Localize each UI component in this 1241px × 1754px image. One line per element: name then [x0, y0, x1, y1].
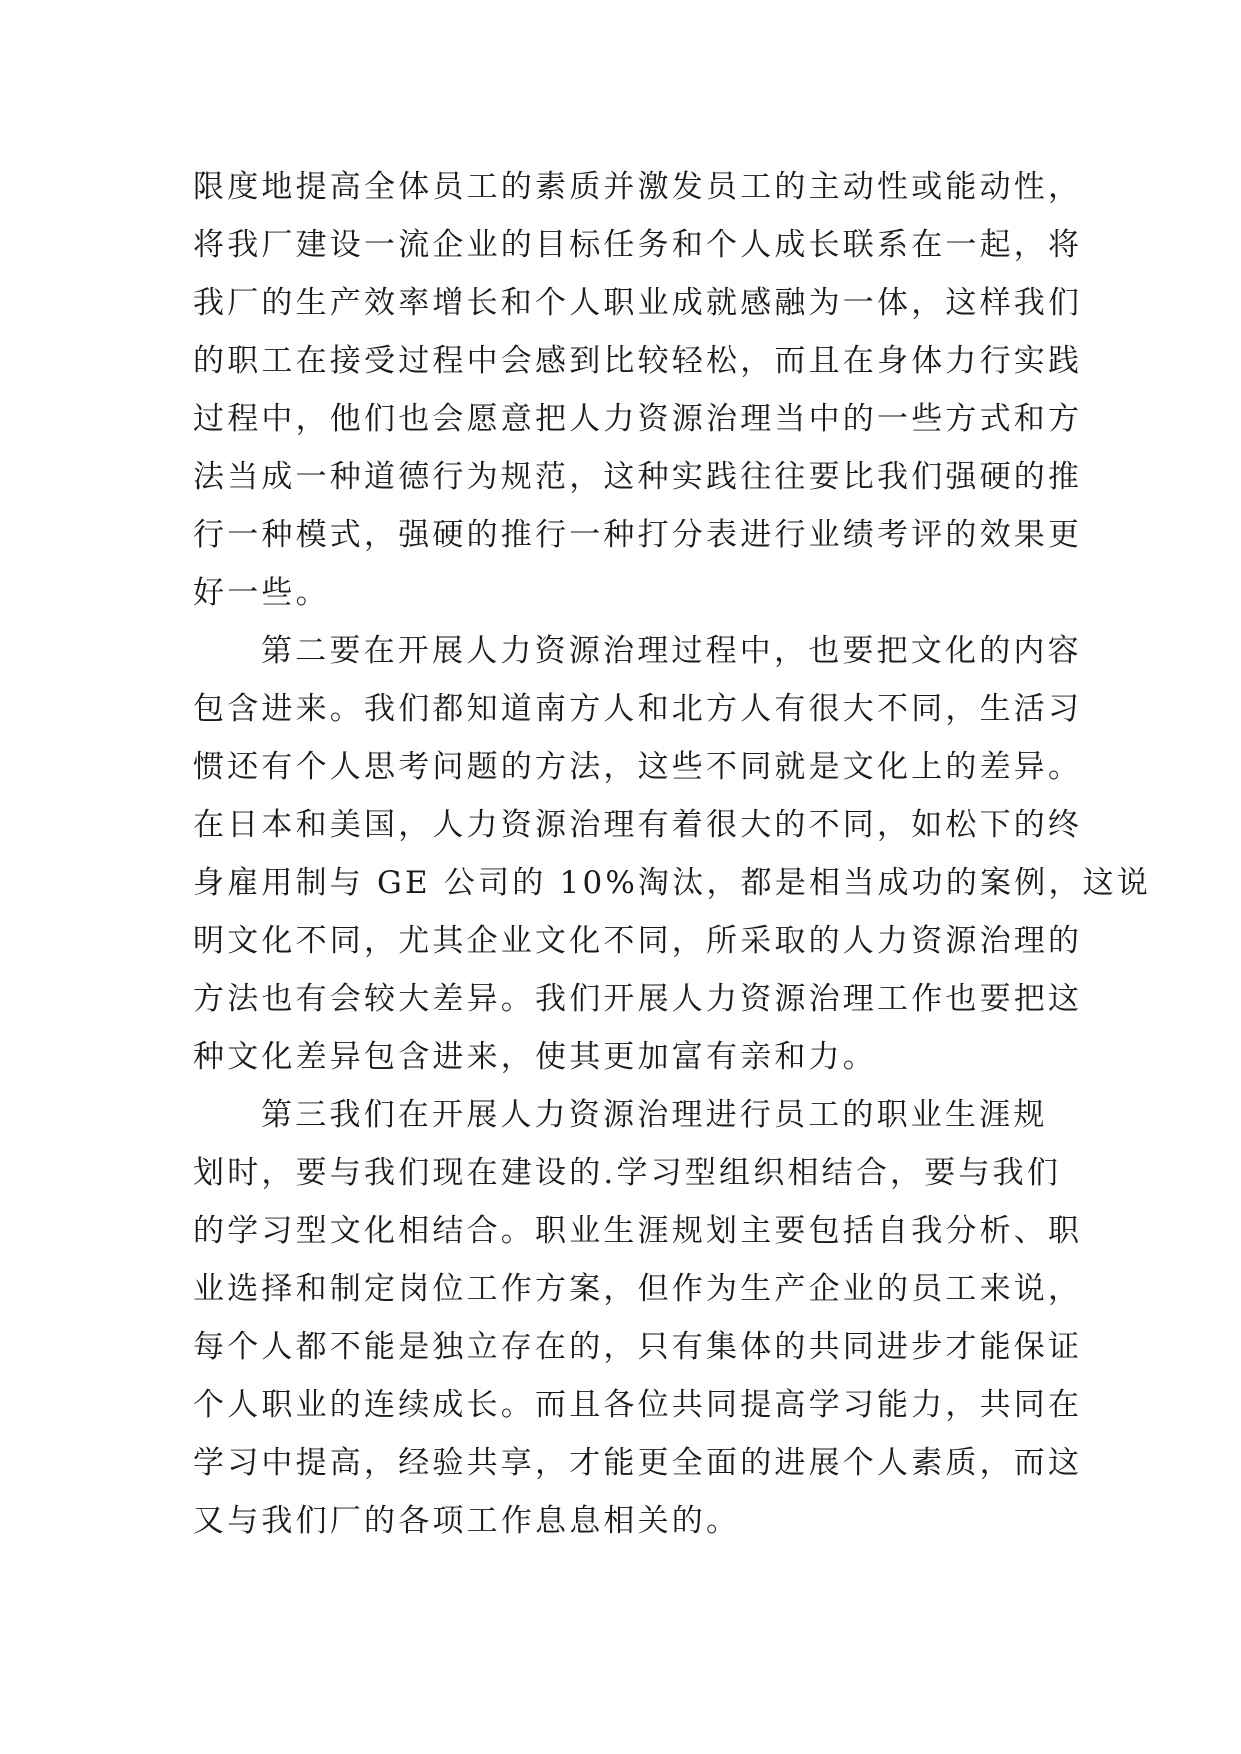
text-line: 将我厂建设一流企业的目标任务和个人成长联系在一起，将 [193, 227, 1083, 263]
text-line: 学习中提高，经验共享，才能更全面的进展个人素质，而这 [193, 1445, 1083, 1481]
text-line: 的职工在接受过程中会感到比较轻松，而且在身体力行实践 [193, 343, 1083, 379]
text-line: 好一些。 [193, 575, 330, 611]
text-line: 个人职业的连续成长。而且各位共同提高学习能力，共同在 [193, 1387, 1083, 1423]
text-line: 每个人都不能是独立存在的，只有集体的共同进步才能保证 [193, 1329, 1083, 1365]
paragraph-start-line: 第三我们在开展人力资源治理进行员工的职业生涯规 [261, 1097, 1048, 1133]
text-line: 行一种模式，强硬的推行一种打分表进行业绩考评的效果更 [193, 517, 1083, 553]
paragraph-start-line: 第二要在开展人力资源治理过程中，也要把文化的内容 [261, 633, 1082, 669]
text-line: 限度地提高全体员工的素质并激发员工的主动性或能动性， [193, 169, 1083, 205]
text-line: 法当成一种道德行为规范，这种实践往往要比我们强硬的推 [193, 459, 1083, 495]
text-line: 包含进来。我们都知道南方人和北方人有很大不同，生活习 [193, 691, 1083, 727]
text-line: 又与我们厂的各项工作息息相关的。 [193, 1503, 741, 1539]
text-line: 惯还有个人思考问题的方法，这些不同就是文化上的差异。 [193, 749, 1083, 785]
text-line: 过程中，他们也会愿意把人力资源治理当中的一些方式和方 [193, 401, 1083, 437]
text-line: 划时，要与我们现在建设的.学习型组织相结合，要与我们 [193, 1155, 1062, 1191]
body-text [193, 158, 1152, 1550]
text-line: 我厂的生产效率增长和个人职业成就感融为一体，这样我们 [193, 285, 1083, 321]
text-line: 的学习型文化相结合。职业生涯规划主要包括自我分析、职 [193, 1213, 1083, 1249]
text-line: 业选择和制定岗位工作方案，但作为生产企业的员工来说， [193, 1271, 1083, 1307]
text-line: 明文化不同，尤其企业文化不同，所采取的人力资源治理的 [193, 923, 1083, 959]
text-line: 种文化差异包含进来，使其更加富有亲和力。 [193, 1039, 877, 1075]
text-line: 在日本和美国，人力资源治理有着很大的不同，如松下的终 [193, 807, 1083, 843]
text-line: 方法也有会较大差异。我们开展人力资源治理工作也要把这 [193, 981, 1083, 1017]
text-line: 身雇用制与 GE 公司的 10%淘汰，都是相当成功的案例，这说 [193, 865, 1152, 901]
